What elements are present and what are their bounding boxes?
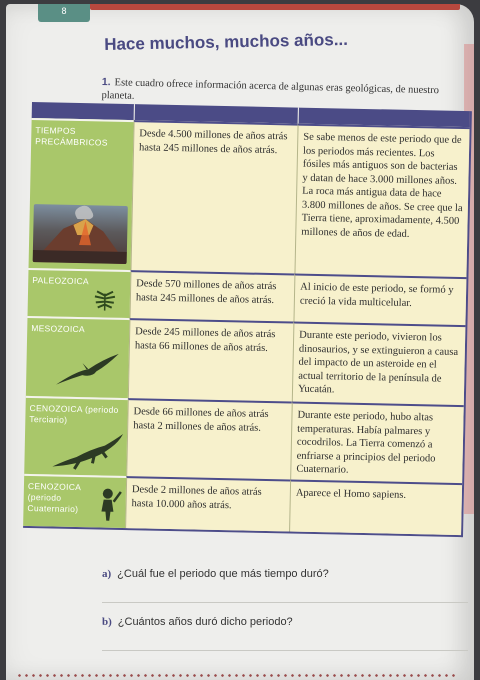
- question-label: a): [102, 568, 112, 580]
- answer-line-a[interactable]: [102, 602, 468, 603]
- bottom-dotted-border: [16, 673, 456, 678]
- era-name: MESOZOICA: [31, 323, 86, 335]
- question-a: [102, 568, 329, 580]
- era-name: CENOZOICA (periodo Terciario): [29, 403, 119, 425]
- duration-cell: Desde 245 millones de años atrás hasta 66 millones de años atrás.: [128, 318, 294, 401]
- era-name: CENOZOICA (periodo Cuaternario): [27, 481, 81, 515]
- description-cell: Se sabe menos de este periodo que de los periodos más recientes. Los fósiles más antiguos son de bacterias y datan de hace 3.000 millones años. La roca más antigua data de hace 3.800 millones de años. Se cree que la Tierra tiene, aproximadamente, 4.500 millones de años de edad.: [294, 124, 469, 278]
- top-color-band: [90, 4, 460, 10]
- volcano-icon: [33, 204, 128, 264]
- duration-cell: Desde 4.500 millones de años atrás hasta 245 millones de años atrás.: [131, 120, 298, 273]
- page-title: Hace muchos, muchos años...: [104, 29, 349, 54]
- question-text: ¿Cuántos años duró dicho periodo?: [117, 616, 293, 628]
- instruction-text: Este cuadro ofrece información acerca de algunas eras geológicas, de nuestro planeta.: [101, 77, 440, 102]
- era-name-cell: [28, 268, 131, 318]
- duration-cell: Desde 2 millones de años atrás hasta 10.000 años atrás.: [125, 476, 290, 531]
- era-name-cell: [26, 316, 130, 398]
- question-label: b): [102, 616, 112, 628]
- textbook-page: [6, 4, 474, 680]
- era-name: PALEOZOICA: [32, 275, 90, 287]
- description-cell: Durante este periodo, vivieron los dinosaurios, y se extinguieron a causa del impacto de un asteroide en el actual territorio de la península de Yucatán.: [292, 322, 466, 406]
- geologic-eras-table: [23, 102, 472, 537]
- pterodactyl-icon: [52, 348, 123, 389]
- duration-cell: Desde 570 millones de años atrás hasta 245 millones de años atrás.: [129, 270, 294, 321]
- era-name: TIEMPOS PRECÁMBRICOS: [35, 125, 108, 148]
- duration-cell: Desde 66 millones de años atrás hasta 2 millones de años atrás.: [126, 398, 292, 479]
- question-b: [102, 616, 293, 628]
- description-cell: Durante este periodo, hubo altas temperaturas. Había palmares y cocodrilos. La Tierra comenzó a enfriarse a principios del periodo Cuaternario.: [290, 402, 464, 484]
- description-cell: Al inicio de este periodo, se formó y creció la vida multicelular.: [293, 274, 466, 326]
- page-number-tab: 8: [38, 4, 90, 22]
- question-text: ¿Cuál fue el periodo que más tiempo duró?: [117, 568, 329, 580]
- era-name-cell: [23, 474, 126, 528]
- era-name-cell: [29, 118, 134, 270]
- era-name-cell: [24, 396, 128, 476]
- instruction-number: 1.: [101, 76, 111, 89]
- crocodile-icon: [50, 430, 125, 472]
- answer-line-b[interactable]: [102, 650, 468, 651]
- description-cell: Aparece el Homo sapiens.: [289, 479, 462, 535]
- caveman-icon: [95, 487, 122, 522]
- fern-fossil-icon: [92, 289, 118, 312]
